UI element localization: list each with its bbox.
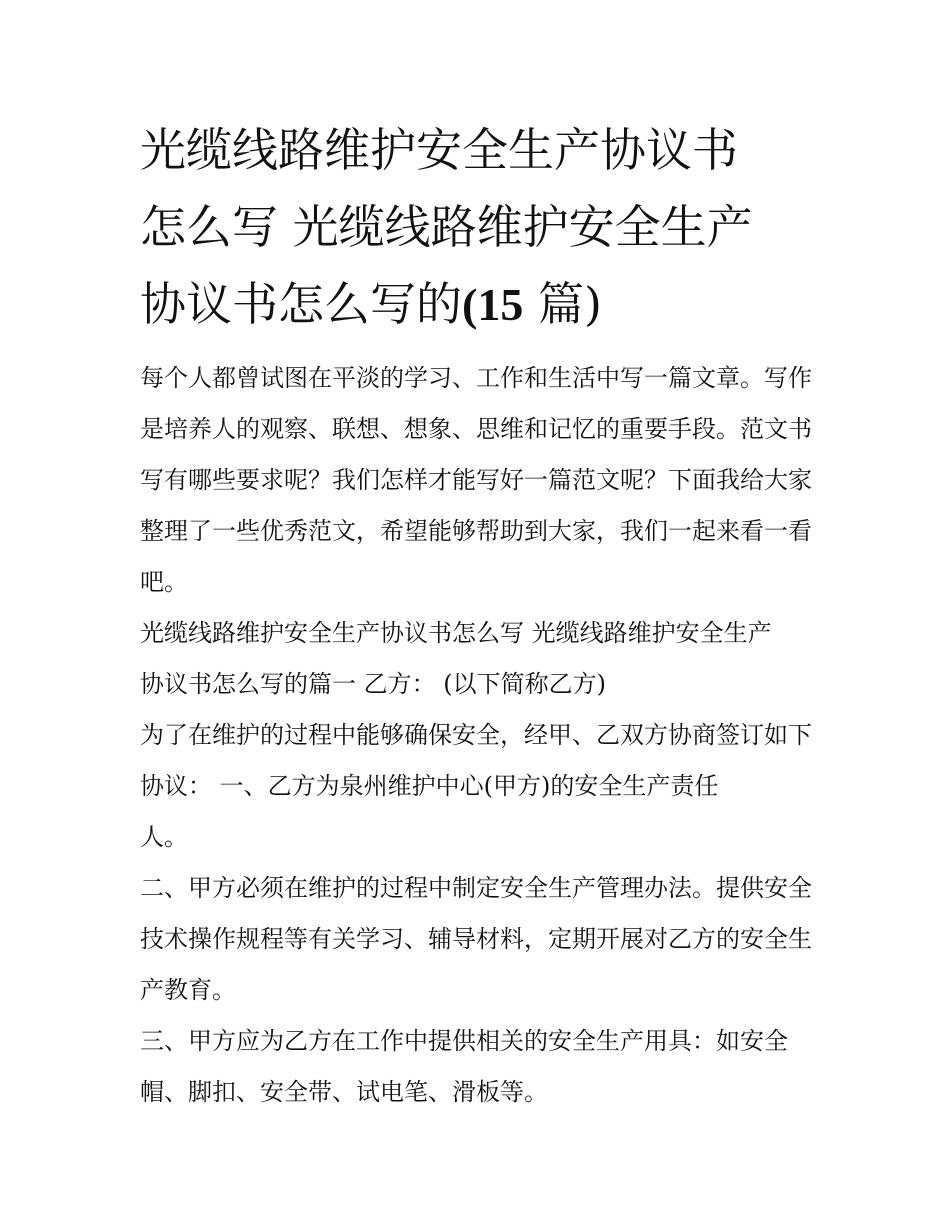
paragraph-clause-2: 二、甲方必须在维护的过程中制定安全生产管理办法。提供安全技术操作规程等有关学习、辅导材料，定期开展对乙方的安全生产教育。 [140,874,812,1004]
paragraph-heading-line-1: 光缆线路维护安全生产协议书怎么写 光缆线路维护安全生产 [140,619,772,647]
paragraph-agreement-intro-end: 人。 [140,823,188,851]
title-line-2: 怎么写 光缆线路维护安全生产 [140,200,753,254]
paragraph-heading-line-2: 协议书怎么写的篇一 乙方： (以下简称乙方) [140,670,606,698]
title-line-3-number: (15 [462,279,524,330]
title-line-3-suffix: 篇) [523,277,602,331]
paragraph-intro: 每个人都曾试图在平淡的学习、工作和生活中写一篇文章。写作是培养人的观察、联想、想象、思维和记忆的重要手段。范文书写有哪些要求呢？我们怎样才能写好一篇范文呢？下面我给大家整理了一些优秀范文，希望能够帮助到大家，我们一起来看一看吧。 [140,364,812,596]
title-line-3-prefix: 协议书怎么写的 [140,277,462,331]
paragraph-clause-3: 三、甲方应为乙方在工作中提供相关的安全生产用具：如安全帽、脚扣、安全带、试电笔、滑板等。 [140,1027,788,1106]
title-line-1: 光缆线路维护安全生产协议书 [140,123,738,177]
document-content [140,112,816,1118]
document-title [140,112,816,343]
paragraph-agreement-intro: 为了在维护的过程中能够确保安全，经甲、乙双方协商签订如下协议： 一、乙方为泉州维护中心(甲方)的安全生产责任 [140,721,812,800]
document-body [140,353,816,1118]
